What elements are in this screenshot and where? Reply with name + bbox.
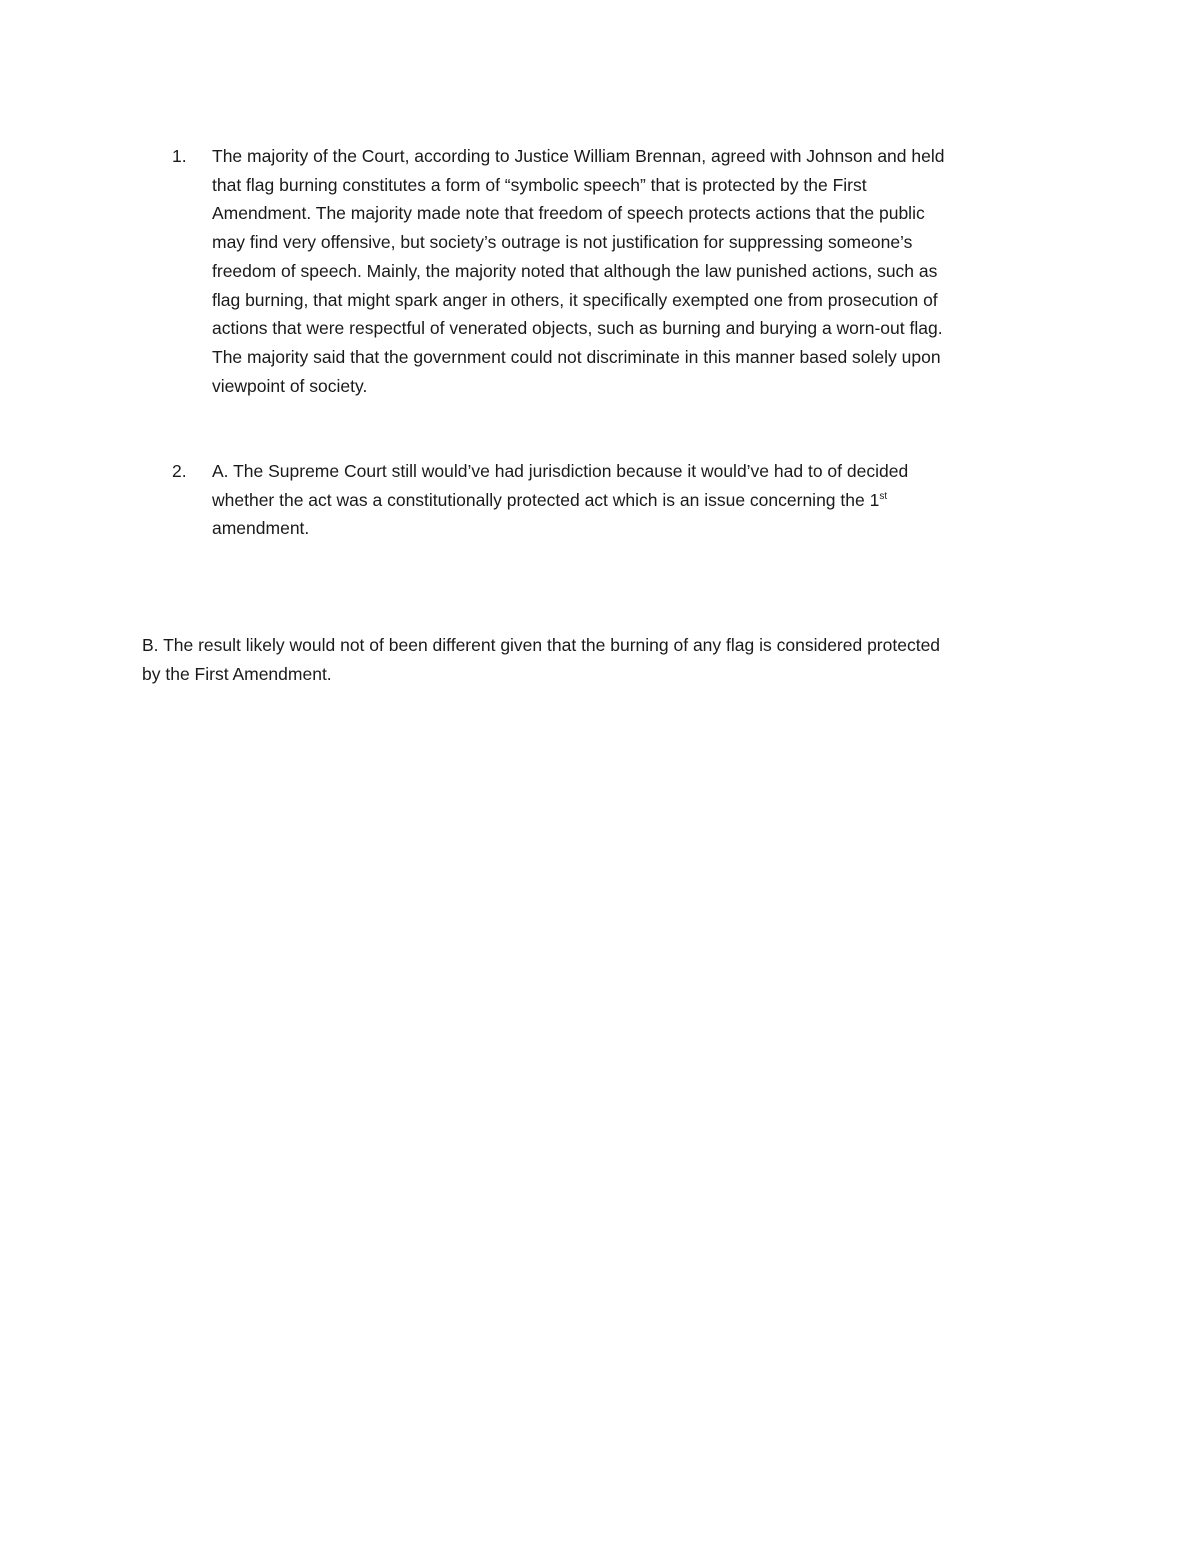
paragraph-line: that flag burning constitutes a form of “symbolic speech” that is protected by the First <box>212 174 867 195</box>
answer-1-paragraph <box>212 142 1062 400</box>
answer-2b-paragraph <box>142 631 1072 688</box>
paragraph-line: amendment. <box>212 518 310 539</box>
paragraph-line <box>212 486 1062 515</box>
paragraph-line: The majority said that the government could not discriminate in this manner based solely upon <box>212 346 941 367</box>
paragraph-line: actions that were respectful of venerated objects, such as burning and burying a worn-out flag. <box>212 318 943 339</box>
paragraph-line: flag burning, that might spark anger in others, it specifically exempted one from prosecution of <box>212 289 938 310</box>
paragraph-line: may find very offensive, but society’s outrage is not justification for suppressing someone’s <box>212 232 913 253</box>
list-number-2: 2. <box>172 461 187 481</box>
paragraph-line: A. The Supreme Court still would’ve had jurisdiction because it would’ve had to of decided <box>212 461 909 481</box>
paragraph-line: B. The result likely would not of been different given that the burning of any flag is considered protected <box>142 635 941 655</box>
list-number-1: 1. <box>172 146 187 166</box>
paragraph-line: Amendment. The majority made note that freedom of speech protects actions that the public <box>212 203 925 224</box>
paragraph-line: The majority of the Court, according to Justice William Brennan, agreed with Johnson and held <box>212 146 945 166</box>
paragraph-line: viewpoint of society. <box>212 375 368 396</box>
line-text: whether the act was a constitutionally protected act which is an issue concerning the 1 <box>212 489 880 510</box>
paragraph-line: by the First Amendment. <box>142 663 332 684</box>
paragraph-line: freedom of speech. Mainly, the majority noted that although the law punished actions, such as <box>212 260 938 281</box>
ordinal-superscript: st <box>879 490 888 502</box>
answer-2a-paragraph <box>212 457 1062 543</box>
